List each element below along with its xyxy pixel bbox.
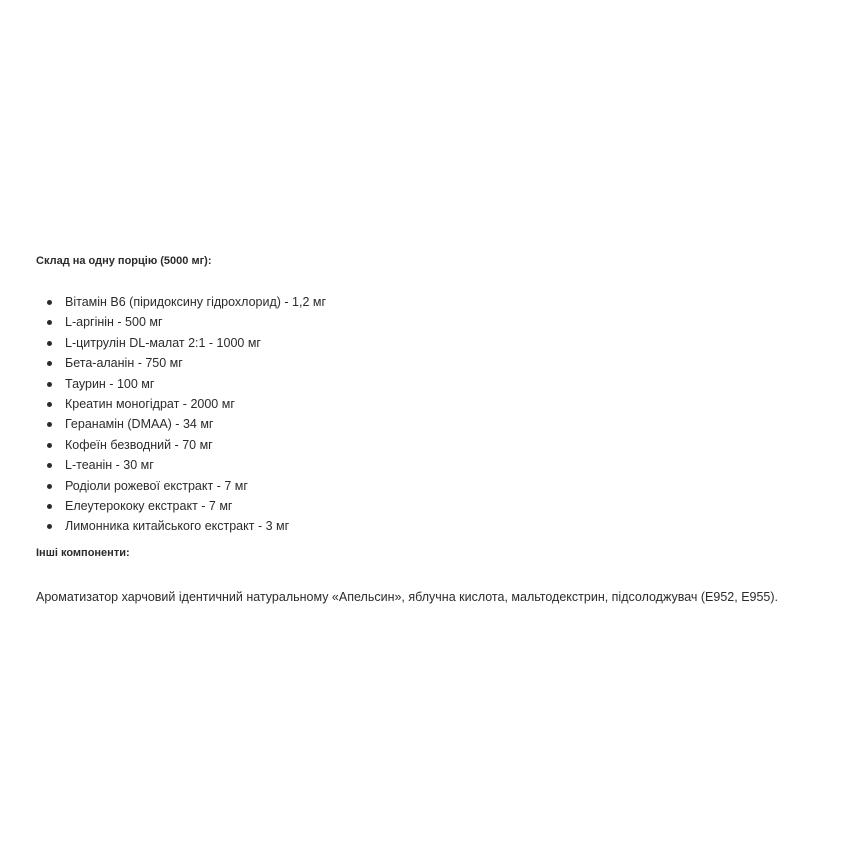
bullet-icon	[47, 402, 52, 407]
bullet-icon	[47, 300, 52, 305]
bullet-icon	[47, 320, 52, 325]
bullet-icon	[47, 443, 52, 448]
bullet-icon	[47, 382, 52, 387]
other-components-text: Ароматизатор харчовий ідентичний натуральному «Апельсин», яблучна кислота, мальтодекстрин, підсолоджувач (E952, E955).	[36, 589, 779, 604]
list-item	[36, 333, 836, 353]
list-item	[36, 292, 836, 312]
ingredient-text: L-теанін - 30 мг	[65, 458, 154, 473]
product-description	[36, 250, 836, 605]
other-components-heading: Інші компоненти:	[36, 546, 130, 559]
list-item	[36, 435, 836, 455]
list-item	[36, 414, 836, 434]
list-item	[36, 353, 836, 373]
ingredient-text: Елеутерококу екстракт - 7 мг	[65, 499, 233, 514]
list-item	[36, 496, 836, 516]
ingredient-text: L-аргінін - 500 мг	[65, 315, 163, 330]
ingredient-text: Бета-аланін - 750 мг	[65, 356, 183, 371]
ingredient-text: Вітамін В6 (піридоксину гідрохлорид) - 1,2 мг	[65, 295, 327, 309]
ingredient-text: L-цитрулін DL-малат 2:1 - 1000 мг	[65, 335, 261, 350]
list-item	[36, 394, 836, 414]
list-item	[36, 455, 836, 475]
ingredient-text: Креатин моногідрат - 2000 мг	[65, 397, 235, 412]
ingredient-text: Геранамін (DMAA) - 34 мг	[65, 417, 214, 432]
bullet-icon	[47, 484, 52, 489]
bullet-icon	[47, 361, 52, 366]
composition-heading: Склад на одну порцію (5000 мг):	[36, 255, 212, 267]
bullet-icon	[47, 524, 52, 529]
list-item	[36, 516, 836, 536]
bullet-icon	[47, 341, 52, 346]
list-item	[36, 312, 836, 332]
bullet-icon	[47, 463, 52, 468]
ingredient-text: Родіоли рожевої екстракт - 7 мг	[65, 478, 248, 493]
ingredient-text: Лимонника китайського екстракт - 3 мг	[65, 519, 290, 534]
ingredient-text: Кофеїн безводний - 70 мг	[65, 437, 213, 452]
bullet-icon	[47, 504, 52, 509]
list-item	[36, 476, 836, 496]
bullet-icon	[47, 422, 52, 427]
list-item	[36, 374, 836, 394]
ingredient-text: Таурин - 100 мг	[65, 376, 155, 391]
ingredient-list	[36, 292, 836, 537]
